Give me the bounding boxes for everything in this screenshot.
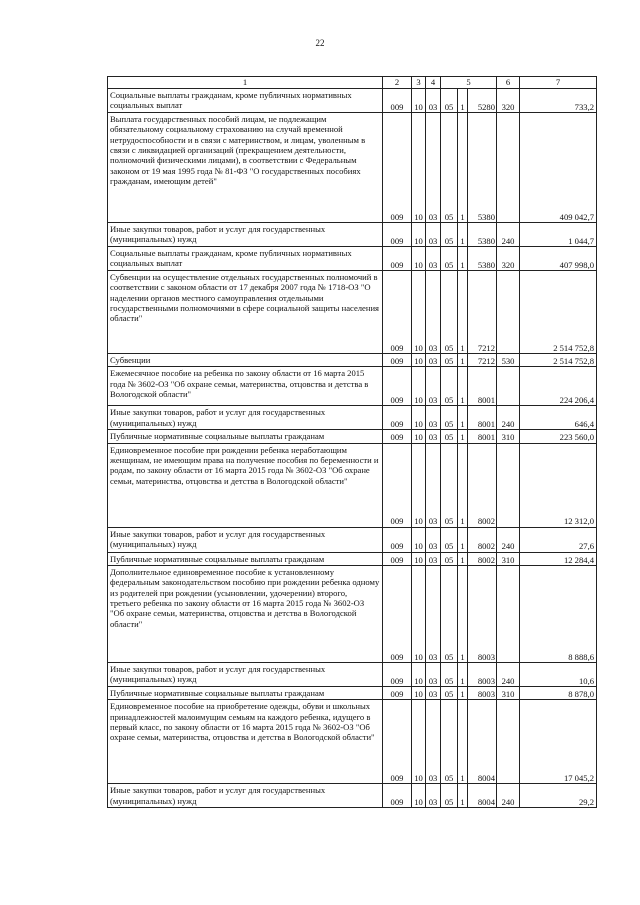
row-code-6: 320 — [497, 247, 520, 271]
row-code-4: 03 — [426, 784, 441, 808]
row-amount: 8 878,0 — [520, 686, 597, 699]
row-code-3: 10 — [412, 565, 426, 662]
row-code-2: 009 — [383, 406, 412, 430]
row-code-3: 10 — [412, 552, 426, 565]
row-code-3: 10 — [412, 89, 426, 113]
row-code-5c: 8003 — [468, 565, 497, 662]
row-description: Публичные нормативные социальные выплаты гражданам — [108, 552, 383, 565]
row-code-5a: 05 — [441, 430, 458, 443]
row-code-4: 03 — [426, 406, 441, 430]
row-code-5c: 8004 — [468, 700, 497, 784]
column-header-7: 7 — [520, 77, 597, 89]
row-code-2: 009 — [383, 686, 412, 699]
row-code-4: 03 — [426, 527, 441, 552]
row-code-2: 009 — [383, 700, 412, 784]
row-code-6: 310 — [497, 686, 520, 699]
row-amount: 2 514 752,8 — [520, 354, 597, 367]
row-description: Единовременное пособие при рождении ребенка неработающим женщинам, не имеющим права на получение пособия по беременности и родам, по закону области от 16 марта 2015 года № 3602-ОЗ "Об охране семьи, материнства, отцовства и детства в Вологодской области" — [108, 443, 383, 527]
row-code-2: 009 — [383, 527, 412, 552]
row-code-5a: 05 — [441, 89, 458, 113]
table-body — [108, 89, 597, 808]
row-code-3: 10 — [412, 700, 426, 784]
row-code-5a: 05 — [441, 354, 458, 367]
row-amount: 1 044,7 — [520, 223, 597, 247]
row-code-2: 009 — [383, 223, 412, 247]
row-description: Дополнительное единовременное пособие к установленному федеральным законодательством пособию при рождении ребенка одному из родителей при рождении (усыновлении, удочерении) второго, третьего ребенка по закону области от 16 марта 2015 года № 3602-ОЗ "Об охране семьи, материнства, отцовства и детства в Вологодской области" — [108, 565, 383, 662]
row-code-5b: 1 — [458, 565, 468, 662]
row-code-5a: 05 — [441, 552, 458, 565]
row-code-5c: 8002 — [468, 527, 497, 552]
row-code-5a: 05 — [441, 271, 458, 354]
row-code-6: 240 — [497, 406, 520, 430]
row-code-5b: 1 — [458, 271, 468, 354]
row-code-4: 03 — [426, 662, 441, 686]
row-description: Иные закупки товаров, работ и услуг для государственных (муниципальных) нужд — [108, 223, 383, 247]
row-code-3: 10 — [412, 406, 426, 430]
row-code-4: 03 — [426, 247, 441, 271]
row-code-5c: 5380 — [468, 113, 497, 223]
row-description: Публичные нормативные социальные выплаты гражданам — [108, 430, 383, 443]
row-code-5c: 5380 — [468, 223, 497, 247]
row-code-6 — [497, 565, 520, 662]
row-amount: 10,6 — [520, 662, 597, 686]
table-row — [108, 247, 597, 271]
row-code-4: 03 — [426, 700, 441, 784]
row-code-5a: 05 — [441, 527, 458, 552]
row-amount: 646,4 — [520, 406, 597, 430]
row-code-6 — [497, 443, 520, 527]
table-row — [108, 784, 597, 808]
row-code-5b: 1 — [458, 662, 468, 686]
row-code-4: 03 — [426, 686, 441, 699]
row-code-2: 009 — [383, 552, 412, 565]
column-header-6: 6 — [497, 77, 520, 89]
row-code-6 — [497, 271, 520, 354]
header-row — [108, 77, 597, 89]
table-row — [108, 406, 597, 430]
row-description: Единовременное пособие на приобретение одежды, обуви и школьных принадлежностей малоимущим семьям на каждого ребенка, идущего в первый класс, по закону области от 16 марта 2015 года № 3602-ОЗ "Об охране семьи, материнства, отцовства и детства в Вологодской области" — [108, 700, 383, 784]
column-header-2: 2 — [383, 77, 412, 89]
row-amount: 12 312,0 — [520, 443, 597, 527]
row-code-5c: 8003 — [468, 662, 497, 686]
row-description: Публичные нормативные социальные выплаты гражданам — [108, 686, 383, 699]
row-amount: 407 998,0 — [520, 247, 597, 271]
table-row — [108, 662, 597, 686]
row-code-4: 03 — [426, 354, 441, 367]
row-amount: 409 042,7 — [520, 113, 597, 223]
row-description: Субвенции на осуществление отдельных государственных полномочий в соответствии с законом области от 17 декабря 2007 года № 1718-ОЗ "О наделении органов местного самоуправления отдельными государственными полномочиями в сфере социальной защиты населения области" — [108, 271, 383, 354]
row-code-5b: 1 — [458, 406, 468, 430]
row-code-3: 10 — [412, 247, 426, 271]
row-code-6 — [497, 367, 520, 406]
row-code-5a: 05 — [441, 565, 458, 662]
row-code-3: 10 — [412, 443, 426, 527]
row-amount: 223 560,0 — [520, 430, 597, 443]
column-header-3: 3 — [412, 77, 426, 89]
page-number: 22 — [315, 38, 325, 48]
row-code-3: 10 — [412, 354, 426, 367]
row-code-5c: 7212 — [468, 271, 497, 354]
row-code-3: 10 — [412, 367, 426, 406]
row-code-5b: 1 — [458, 552, 468, 565]
row-code-5a: 05 — [441, 113, 458, 223]
row-amount: 733,2 — [520, 89, 597, 113]
table-row — [108, 354, 597, 367]
row-code-4: 03 — [426, 113, 441, 223]
table-row — [108, 700, 597, 784]
row-code-2: 009 — [383, 565, 412, 662]
row-code-5a: 05 — [441, 406, 458, 430]
row-code-5a: 05 — [441, 700, 458, 784]
row-code-6: 240 — [497, 662, 520, 686]
row-code-5a: 05 — [441, 223, 458, 247]
column-header-4: 4 — [426, 77, 441, 89]
row-code-3: 10 — [412, 223, 426, 247]
row-code-5b: 1 — [458, 247, 468, 271]
row-code-6: 310 — [497, 430, 520, 443]
row-code-5b: 1 — [458, 113, 468, 223]
row-code-4: 03 — [426, 430, 441, 443]
row-code-4: 03 — [426, 89, 441, 113]
row-description: Ежемесячное пособие на ребенка по закону области от 16 марта 2015 года № 3602-ОЗ "Об охране семьи, материнства, отцовства и детства в Вологодской области" — [108, 367, 383, 406]
row-amount: 8 888,6 — [520, 565, 597, 662]
row-code-4: 03 — [426, 565, 441, 662]
row-code-4: 03 — [426, 443, 441, 527]
column-header-1: 1 — [108, 77, 383, 89]
row-code-3: 10 — [412, 662, 426, 686]
row-code-5c: 8001 — [468, 367, 497, 406]
table-row — [108, 443, 597, 527]
row-code-5a: 05 — [441, 784, 458, 808]
table-row — [108, 552, 597, 565]
row-code-4: 03 — [426, 367, 441, 406]
row-code-5b: 1 — [458, 443, 468, 527]
row-description: Выплата государственных пособий лицам, не подлежащим обязательному социальному страхованию на случай временной нетрудоспособности и в связи с материнством, и лицам, уволенным в связи с ликвидацией организаций (прекращением деятельности, полномочий физическими лицами), в соответствии с Федеральным законом от 19 мая 1995 года № 81-ФЗ "О государственных пособиях гражданам, имеющим детей" — [108, 113, 383, 223]
row-code-6 — [497, 113, 520, 223]
row-code-5b: 1 — [458, 527, 468, 552]
row-code-5b: 1 — [458, 430, 468, 443]
row-code-5c: 5280 — [468, 89, 497, 113]
table-row — [108, 271, 597, 354]
table-row — [108, 223, 597, 247]
row-code-6: 240 — [497, 784, 520, 808]
row-code-6: 530 — [497, 354, 520, 367]
row-code-3: 10 — [412, 430, 426, 443]
row-code-5b: 1 — [458, 700, 468, 784]
row-description: Иные закупки товаров, работ и услуг для государственных (муниципальных) нужд — [108, 527, 383, 552]
row-amount: 27,6 — [520, 527, 597, 552]
row-amount: 12 284,4 — [520, 552, 597, 565]
row-code-2: 009 — [383, 443, 412, 527]
row-code-5b: 1 — [458, 223, 468, 247]
row-code-5b: 1 — [458, 354, 468, 367]
row-code-3: 10 — [412, 686, 426, 699]
row-code-5a: 05 — [441, 443, 458, 527]
row-code-2: 009 — [383, 113, 412, 223]
table-row — [108, 113, 597, 223]
row-code-5a: 05 — [441, 686, 458, 699]
row-code-4: 03 — [426, 552, 441, 565]
row-code-3: 10 — [412, 784, 426, 808]
row-code-6: 240 — [497, 527, 520, 552]
row-code-2: 009 — [383, 354, 412, 367]
row-code-6 — [497, 700, 520, 784]
row-code-4: 03 — [426, 223, 441, 247]
table-row — [108, 686, 597, 699]
row-code-5c: 7212 — [468, 354, 497, 367]
row-description: Иные закупки товаров, работ и услуг для государственных (муниципальных) нужд — [108, 784, 383, 808]
row-code-4: 03 — [426, 271, 441, 354]
row-code-5a: 05 — [441, 247, 458, 271]
row-code-5c: 8003 — [468, 686, 497, 699]
row-code-6: 320 — [497, 89, 520, 113]
row-code-5a: 05 — [441, 367, 458, 406]
row-code-3: 10 — [412, 527, 426, 552]
row-amount: 224 206,4 — [520, 367, 597, 406]
row-code-2: 009 — [383, 367, 412, 406]
table-row — [108, 89, 597, 113]
row-code-3: 10 — [412, 271, 426, 354]
row-code-5b: 1 — [458, 367, 468, 406]
row-code-6: 310 — [497, 552, 520, 565]
row-code-5b: 1 — [458, 686, 468, 699]
row-code-2: 009 — [383, 430, 412, 443]
row-description: Субвенции — [108, 354, 383, 367]
row-code-2: 009 — [383, 784, 412, 808]
table-row — [108, 527, 597, 552]
table-row — [108, 430, 597, 443]
row-code-5c: 8004 — [468, 784, 497, 808]
row-description: Иные закупки товаров, работ и услуг для государственных (муниципальных) нужд — [108, 406, 383, 430]
row-code-5c: 5380 — [468, 247, 497, 271]
row-code-2: 009 — [383, 247, 412, 271]
row-code-2: 009 — [383, 271, 412, 354]
row-code-5c: 8002 — [468, 552, 497, 565]
row-code-2: 009 — [383, 662, 412, 686]
row-code-2: 009 — [383, 89, 412, 113]
row-amount: 29,2 — [520, 784, 597, 808]
row-code-5b: 1 — [458, 784, 468, 808]
row-code-5c: 8002 — [468, 443, 497, 527]
budget-table — [107, 76, 597, 808]
table-row — [108, 565, 597, 662]
row-description: Социальные выплаты гражданам, кроме публичных нормативных социальных выплат — [108, 89, 383, 113]
row-code-6: 240 — [497, 223, 520, 247]
row-code-5b: 1 — [458, 89, 468, 113]
row-amount: 2 514 752,8 — [520, 271, 597, 354]
row-code-5a: 05 — [441, 662, 458, 686]
row-code-5c: 8001 — [468, 406, 497, 430]
row-description: Социальные выплаты гражданам, кроме публичных нормативных социальных выплат — [108, 247, 383, 271]
row-code-3: 10 — [412, 113, 426, 223]
row-code-5c: 8001 — [468, 430, 497, 443]
table-row — [108, 367, 597, 406]
row-amount: 17 045,2 — [520, 700, 597, 784]
column-header-5: 5 — [441, 77, 497, 89]
row-description: Иные закупки товаров, работ и услуг для государственных (муниципальных) нужд — [108, 662, 383, 686]
